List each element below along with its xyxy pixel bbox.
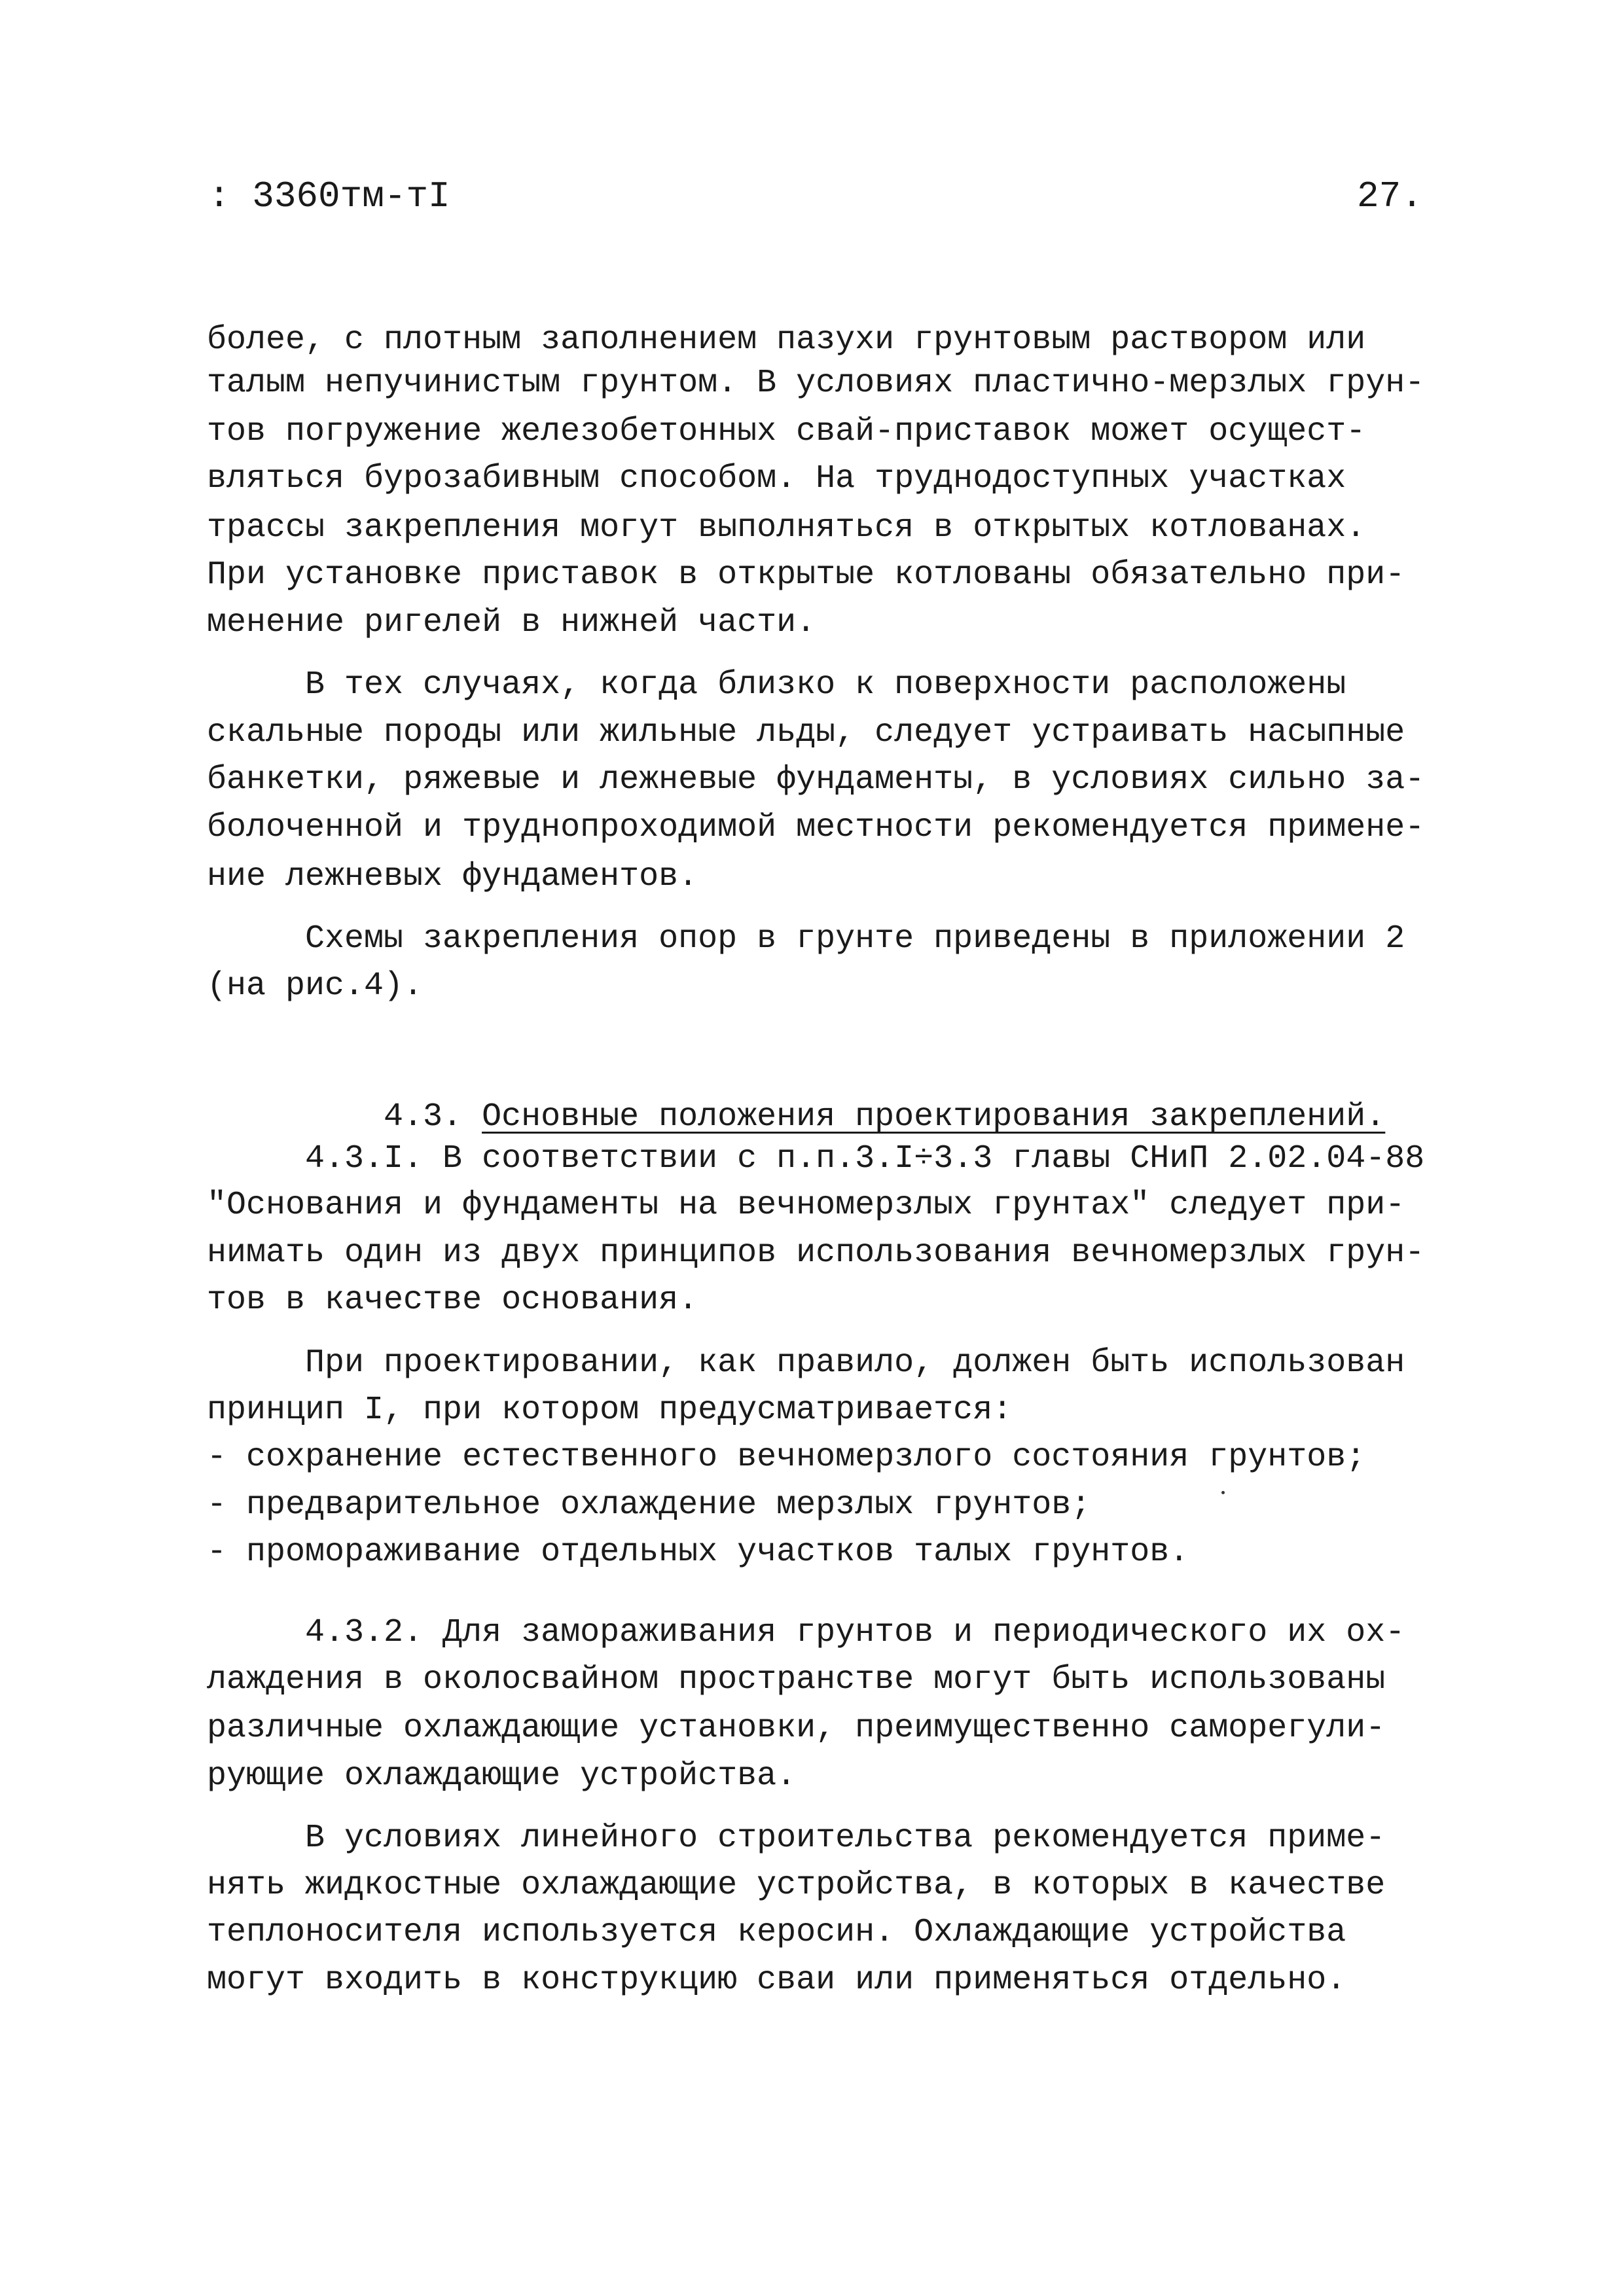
text-line: 4.3.I. В соответствии с п.п.3.I÷3.3 главы СНиП 2.02.04-88 xyxy=(207,1140,1425,1177)
text-line: трассы закрепления могут выполняться в открытых котлованах. xyxy=(207,509,1366,547)
text-line: рующие охлаждающие устройства. xyxy=(207,1757,797,1795)
text-line: банкетки, ряжевые и лежневые фундаменты, в условиях сильно за- xyxy=(207,761,1425,798)
scan-speck xyxy=(1221,1491,1225,1494)
section-title: Основные положения проектирования закреплений. xyxy=(482,1098,1386,1136)
text-line: тов в качестве основания. xyxy=(207,1282,698,1319)
text-line: могут входить в конструкцию сваи или применяться отдельно. xyxy=(207,1962,1346,1999)
page-number: 27. xyxy=(1357,175,1423,217)
text-line: ние лежневых фундаментов. xyxy=(207,858,698,895)
text-line: Схемы закрепления опор в грунте приведены в приложении 2 xyxy=(207,920,1405,958)
text-line: При установке приставок в открытые котлованы обязательно при- xyxy=(207,556,1405,594)
list-item: - промораживание отдельных участков талых грунтов. xyxy=(207,1534,1189,1571)
text-line: различные охлаждающие установки, преимущественно саморегули- xyxy=(207,1710,1386,1747)
text-line: более, с плотным заполнением пазухи грунтовым раствором или xyxy=(207,321,1366,359)
text-line: 4.3.2. Для замораживания грунтов и периодического их ох- xyxy=(207,1614,1405,1651)
text-line: В тех случаях, когда близко к поверхности расположены xyxy=(207,666,1346,704)
text-line: нимать один из двух принципов использования вечномерзлых грун- xyxy=(207,1234,1425,1272)
text-line: теплоносителя используется керосин. Охлаждающие устройства xyxy=(207,1914,1346,1951)
text-line: вляться бурозабивным способом. На труднодоступных участках xyxy=(207,460,1346,497)
section-number: 4.3. xyxy=(384,1098,463,1136)
list-item: - сохранение естественного вечномерзлого состояния грунтов; xyxy=(207,1439,1366,1476)
list-item: - предварительное охлаждение мерзлых грунтов; xyxy=(207,1486,1091,1524)
text-line: лаждения в околосвайном пространстве могут быть использованы xyxy=(207,1661,1386,1698)
text-line: болоченной и труднопроходимой местности рекомендуется примене- xyxy=(207,809,1425,846)
text-line: принцип I, при котором предусматривается: xyxy=(207,1391,1013,1429)
text-line: "Основания и фундаменты на вечномерзлых грунтах" следует при- xyxy=(207,1187,1405,1224)
text-line: талым непучинистым грунтом. В условиях пластично-мерзлых грун- xyxy=(207,365,1425,402)
text-line: тов погружение железобетонных свай-приставок может осущест- xyxy=(207,413,1366,450)
document-code: : 3360тм-тI xyxy=(208,175,450,217)
text-line: менение ригелей в нижней части. xyxy=(207,604,816,641)
text-line: В условиях линейного строительства рекомендуется приме- xyxy=(207,1820,1386,1857)
text-line: скальные породы или жильные льды, следует устраивать насыпные xyxy=(207,714,1405,751)
text-line: (на рис.4). xyxy=(207,967,424,1005)
text-line: нять жидкостные охлаждающие устройства, в которых в качестве xyxy=(207,1867,1386,1904)
text-line: При проектировании, как правило, должен быть использован xyxy=(207,1344,1405,1382)
